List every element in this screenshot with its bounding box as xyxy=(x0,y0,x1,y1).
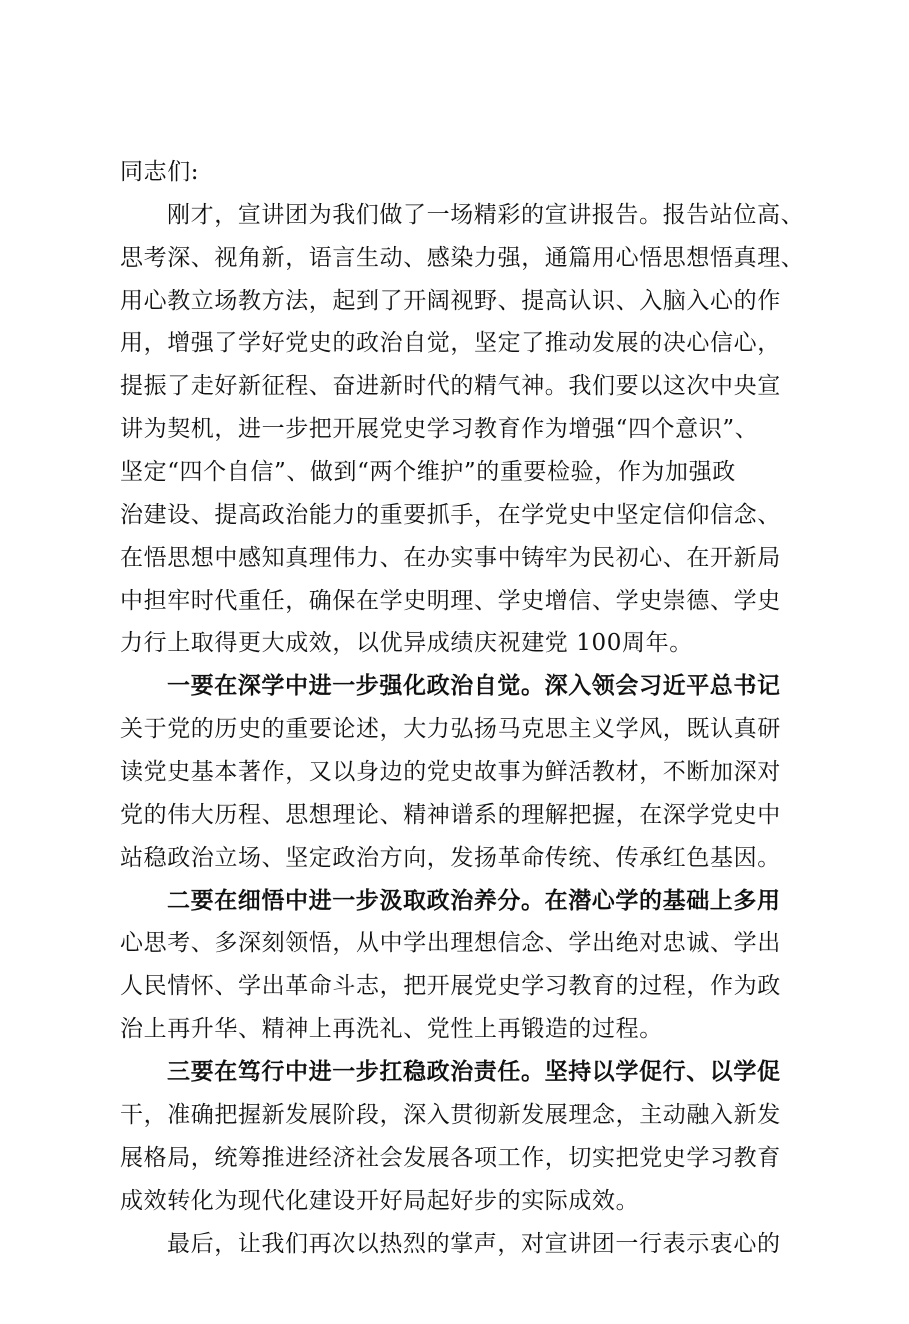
paragraph-line: 用心教立场教方法，起到了开阔视野、提高认识、入脑入心的作 xyxy=(120,288,781,314)
paragraph-line: 思考深、视角新，语言生动、感染力强，通篇用心悟思想悟真理、 xyxy=(120,245,805,271)
paragraph-line: 刚才，宣讲团为我们做了一场精彩的宣讲报告。报告站位高、 xyxy=(167,202,805,228)
paragraph-line: 党的伟大历程、思想理论、精神谱系的理解把握，在深学党史中 xyxy=(120,802,781,828)
paragraph-line: 一要在深学中进一步强化政治自觉。深入领会习近平总书记 xyxy=(167,672,781,699)
paragraph-line: 治上再升华、精神上再洗礼、党性上再锻造的过程。 xyxy=(120,1016,663,1042)
paragraph-line: 治建设、提高政治能力的重要抓手，在学党史中坚定信仰信念、 xyxy=(120,502,781,528)
paragraph-line: 提振了走好新征程、奋进新时代的精气神。我们要以这次中央宣 xyxy=(120,373,781,399)
paragraph-line: 用，增强了学好党史的政治自觉，坚定了推动发展的决心信心， xyxy=(120,330,781,356)
paragraph-line: 心思考、多深刻领悟，从中学出理想信念、学出绝对忠诚、学出 xyxy=(120,930,781,956)
paragraph-line: 三要在笃行中进一步扛稳政治责任。坚持以学促行、以学促 xyxy=(167,1058,781,1085)
paragraph-line: 最后，让我们再次以热烈的掌声，对宣讲团一行表示衷心的 xyxy=(167,1231,781,1257)
salutation: 同志们: xyxy=(120,159,200,185)
paragraph-line: 读党史基本著作，又以身边的党史故事为鲜活教材，不断加深对 xyxy=(120,759,781,785)
paragraph-line: 关于党的历史的重要论述，大力弘扬马克思主义学风，既认真研 xyxy=(120,716,781,742)
paragraph-line: 中担牢时代重任，确保在学史明理、学史增信、学史崇德、学史 xyxy=(120,588,781,614)
paragraph-line: 展格局，统筹推进经济社会发展各项工作，切实把党史学习教育 xyxy=(120,1145,781,1171)
paragraph-line: 讲为契机，进一步把开展党史学习教育作为增强“四个意识”、 xyxy=(120,416,759,442)
paragraph-line: 干，准确把握新发展阶段，深入贯彻新发展理念，主动融入新发 xyxy=(120,1102,781,1128)
paragraph-line: 力行上取得更大成效，以优异成绩庆祝建党 100周年。 xyxy=(120,630,693,656)
paragraph-line: 人民情怀、学出革命斗志，把开展党史学习教育的过程，作为政 xyxy=(120,973,781,999)
paragraph-line: 坚定“四个自信”、做到“两个维护”的重要检验，作为加强政 xyxy=(120,459,736,485)
paragraph-line: 站稳政治立场、坚定政治方向，发扬革命传统、传承红色基因。 xyxy=(120,845,781,871)
paragraph-line: 成效转化为现代化建设开好局起好步的实际成效。 xyxy=(120,1188,640,1214)
paragraph-line: 在悟思想中感知真理伟力、在办实事中铸牢为民初心、在开新局 xyxy=(120,545,781,571)
paragraph-line: 二要在细悟中进一步汲取政治养分。在潜心学的基础上多用 xyxy=(167,887,781,914)
